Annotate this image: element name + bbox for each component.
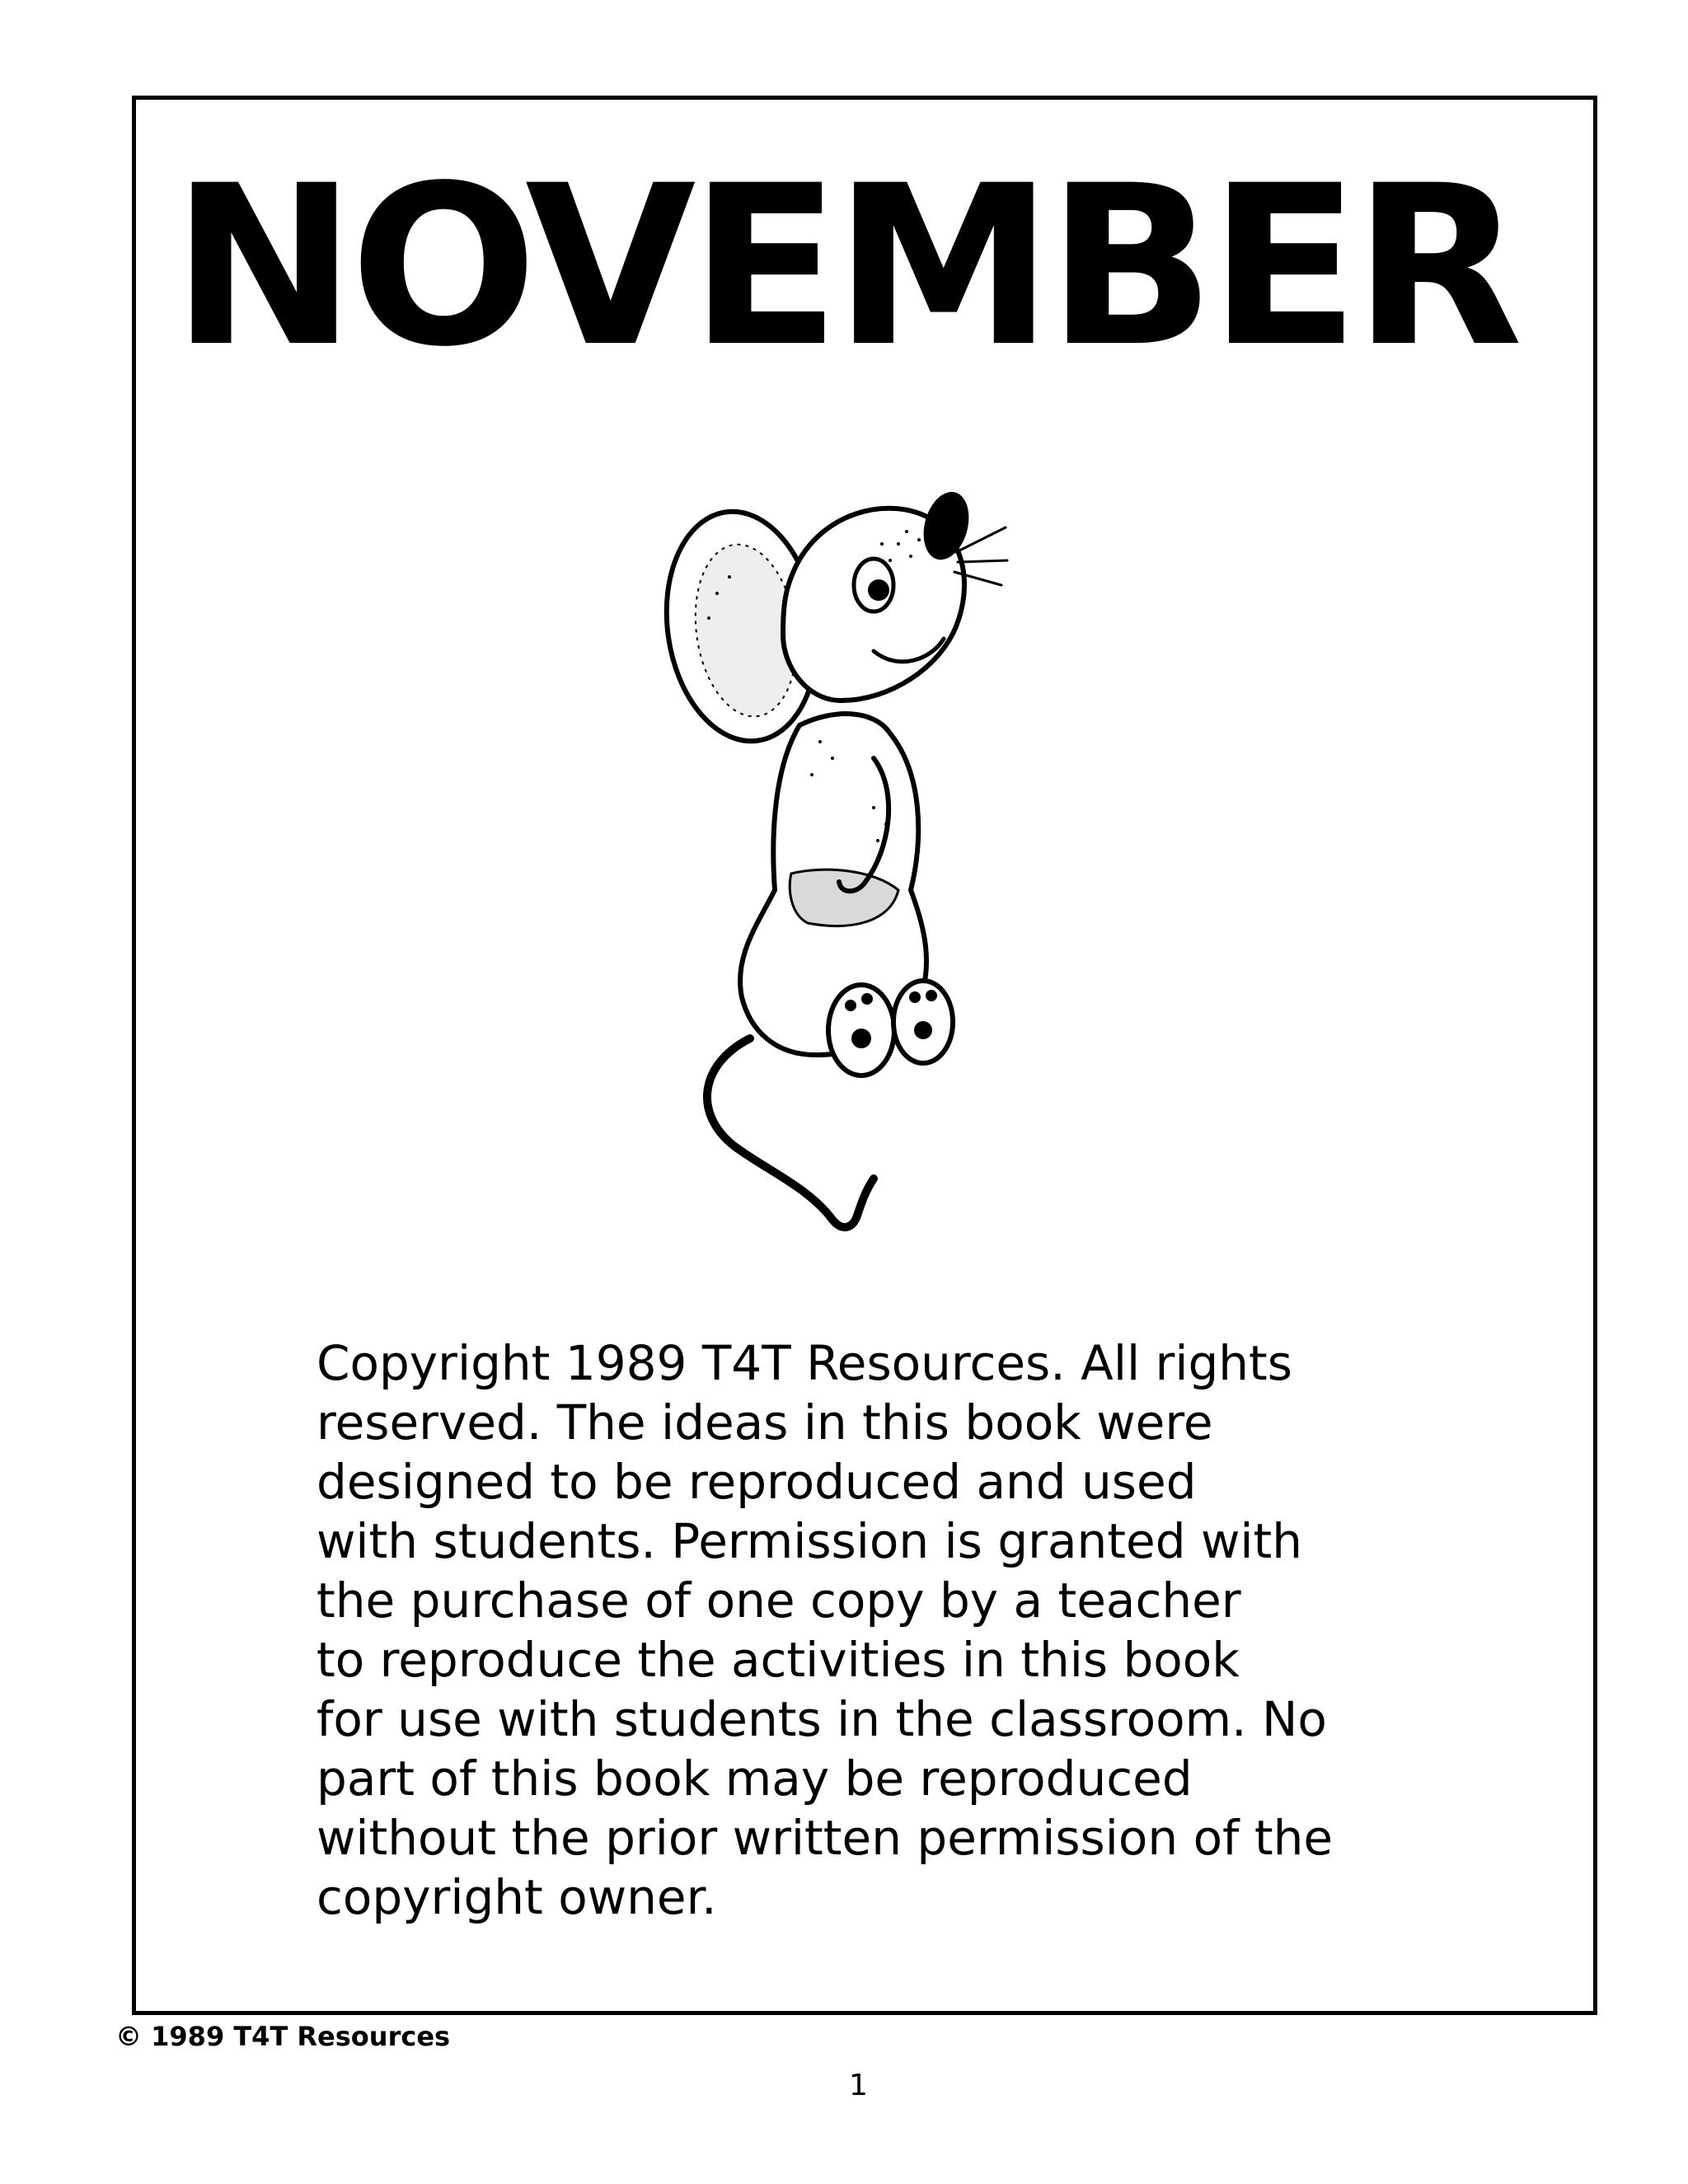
notice-line: without the prior written permission of the: [316, 1810, 1334, 1866]
notice-line: reserved. The ideas in this book were: [316, 1394, 1213, 1451]
page-number: 1: [849, 2069, 868, 2102]
mouse-pupil: [868, 579, 889, 601]
notice-line: to reproduce the activities in this book: [316, 1632, 1240, 1688]
mouse-illustration: [626, 462, 1022, 1253]
notice-line: the purchase of one copy by a teacher: [316, 1572, 1241, 1629]
copyright-notice: [316, 1333, 1503, 1927]
notice-line: with students. Permission is granted with: [316, 1513, 1303, 1569]
notice-line: copyright owner.: [316, 1869, 717, 1925]
notice-line: designed to be reproduced and used: [316, 1454, 1197, 1510]
notice-line: Copyright 1989 T4T Resources. All rights: [316, 1335, 1292, 1391]
notice-line: part of this book may be reproduced: [316, 1750, 1193, 1807]
notice-line: for use with students in the classroom. No: [316, 1691, 1327, 1747]
page-title: NOVEMBER: [171, 138, 1517, 396]
footer-copyright: © 1989 T4T Resources: [115, 2021, 451, 2052]
